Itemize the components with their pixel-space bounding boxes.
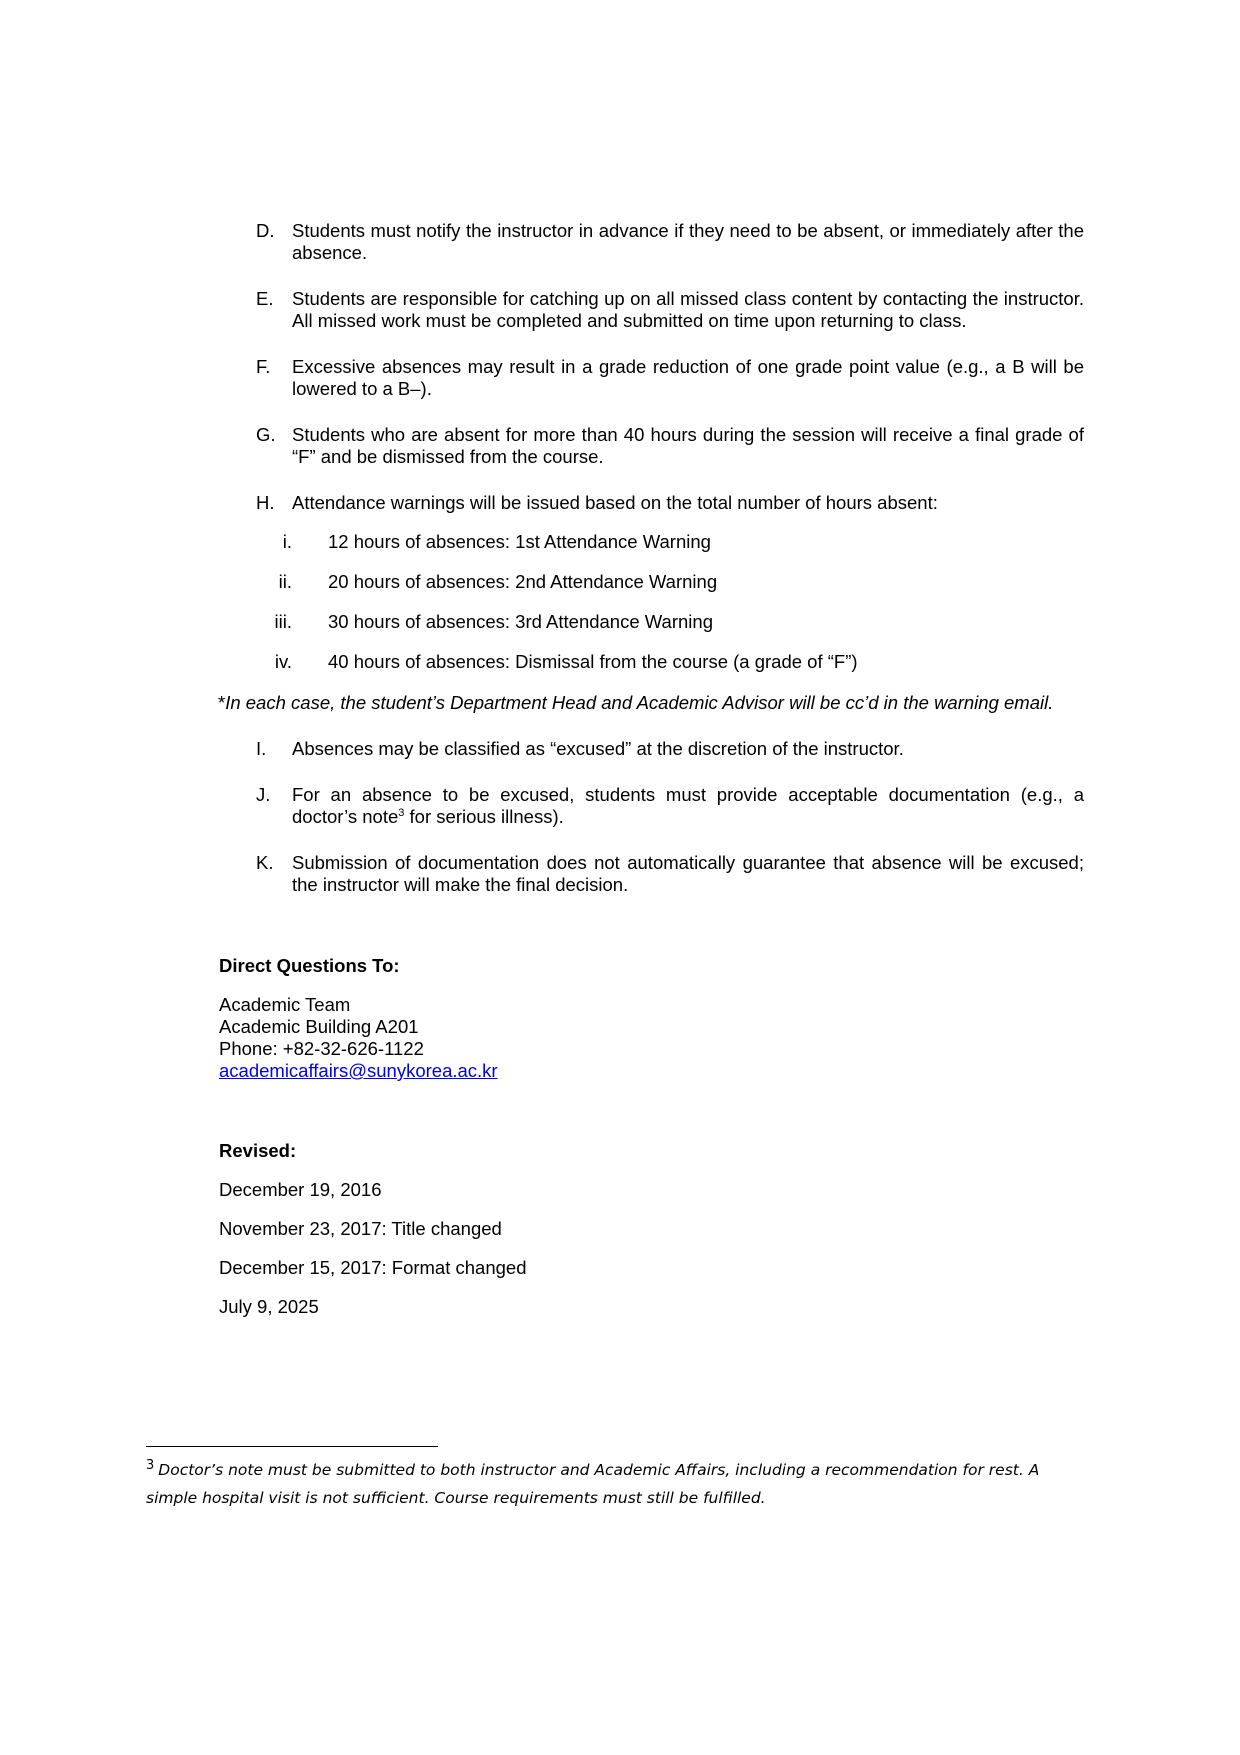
sub-text: 20 hours of absences: 2nd Attendance Warning [328, 571, 718, 592]
footnote [146, 1456, 1066, 1512]
contact-team: Academic Team [219, 994, 351, 1015]
list-text: Excessive absences may result in a grade reduction of one grade point value (e.g., a B will be lowered to a B–). [292, 356, 1084, 399]
contact-phone: Phone: +82-32-626-1122 [219, 1038, 424, 1059]
revised-entry: November 23, 2017: Title changed [219, 1218, 502, 1239]
note-text: In each case, the student’s Department Head and Academic Advisor will be cc’d in the warning email. [225, 692, 1054, 713]
footnote-mark: 3 [146, 1457, 155, 1473]
footnote-text: Doctor’s note must be submitted to both instructor and Academic Affairs, including a recommendation for rest. A simple hospital visit is not sufficient. Course requirements must still be fulfilled. [146, 1461, 1040, 1507]
list-label: G. [256, 424, 276, 445]
list-label: I. [256, 738, 267, 759]
contact-heading: Direct Questions To: [219, 955, 400, 976]
list-text [292, 784, 1084, 828]
contact-email-link[interactable] [219, 1060, 498, 1083]
email-link[interactable]: academicaffairs@sunykorea.ac.kr [219, 1060, 498, 1081]
list-label: E. [256, 288, 274, 309]
sub-label: i. [282, 531, 292, 552]
list-label: J. [256, 784, 271, 805]
sub-text: 40 hours of absences: Dismissal from the course (a grade of “F”) [328, 651, 858, 672]
list-text-after: for serious illness). [404, 806, 564, 827]
list-text: Students who are absent for more than 40 hours during the session will receive a final grade of “F” and be dismissed from the course. [292, 424, 1084, 467]
list-text: Attendance warnings will be issued based on the total number of hours absent: [292, 492, 938, 513]
footnote-separator [146, 1446, 438, 1447]
list-text: Absences may be classified as “excused” at the discretion of the instructor. [292, 738, 904, 759]
list-text-before: For an absence to be excused, students must provide acceptable documentation (e.g., a doctor’s note [292, 784, 1084, 827]
list-label: K. [256, 852, 274, 873]
list-text: Submission of documentation does not automatically guarantee that absence will be excused; the instructor will make the final decision. [292, 852, 1084, 895]
list-text: Students must notify the instructor in advance if they need to be absent, or immediately after the absence. [292, 220, 1084, 263]
sub-text: 30 hours of absences: 3rd Attendance Warning [328, 611, 713, 632]
contact-building: Academic Building A201 [219, 1016, 419, 1037]
revised-entry: July 9, 2025 [219, 1296, 319, 1317]
list-label: F. [256, 356, 271, 377]
revised-entry: December 19, 2016 [219, 1179, 382, 1200]
cc-note [218, 692, 1088, 714]
list-label: D. [256, 220, 275, 241]
revised-heading: Revised: [219, 1140, 297, 1161]
sub-label: iii. [274, 611, 292, 632]
list-label: H. [256, 492, 275, 513]
revised-entry: December 15, 2017: Format changed [219, 1257, 527, 1278]
sub-text: 12 hours of absences: 1st Attendance Warning [328, 531, 711, 552]
sub-label: ii. [278, 571, 292, 592]
footnote-ref: 3 [398, 806, 405, 819]
note-star: * [218, 692, 226, 713]
sub-label: iv. [274, 651, 292, 672]
list-text: Students are responsible for catching up on all missed class content by contacting the instructor. All missed work must be completed and submitted on time upon returning to class. [292, 288, 1084, 331]
